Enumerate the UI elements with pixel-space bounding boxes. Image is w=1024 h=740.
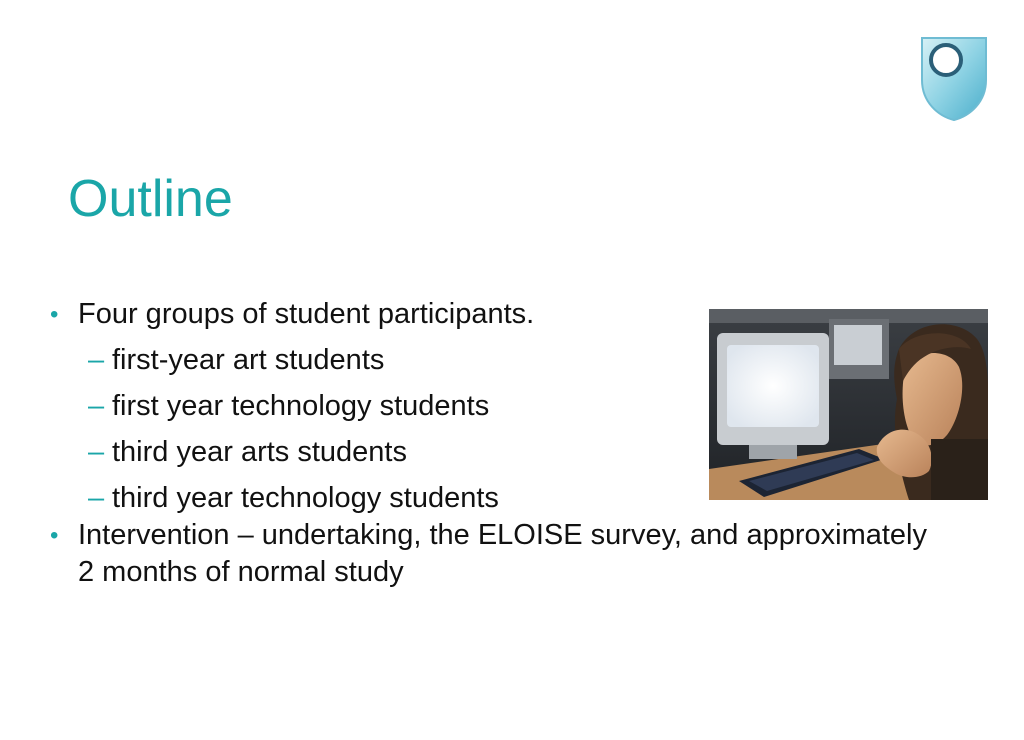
student-at-computer-photo: [709, 309, 988, 500]
bullet-marker: •: [50, 522, 59, 549]
sub-bullet-marker: –: [88, 390, 105, 422]
sub-bullet-marker: –: [88, 482, 105, 514]
university-shield-logo-icon: [918, 34, 990, 122]
sub-bullet-text: third year technology students: [112, 482, 499, 514]
bullet-marker: •: [50, 301, 59, 328]
sub-bullet-marker: –: [88, 436, 105, 468]
sub-bullet-text: first-year art students: [112, 344, 385, 376]
bullet-text: Intervention – undertaking, the ELOISE survey, and approximately 2 months of normal study: [78, 519, 928, 588]
slide-title: Outline: [68, 170, 233, 228]
sub-bullet-marker: –: [88, 344, 105, 376]
sub-bullet-text: first year technology students: [112, 390, 490, 422]
bullet-item: [48, 517, 928, 591]
sub-bullet-text: third year arts students: [112, 436, 407, 468]
bullet-text: Four groups of student participants.: [78, 298, 535, 330]
